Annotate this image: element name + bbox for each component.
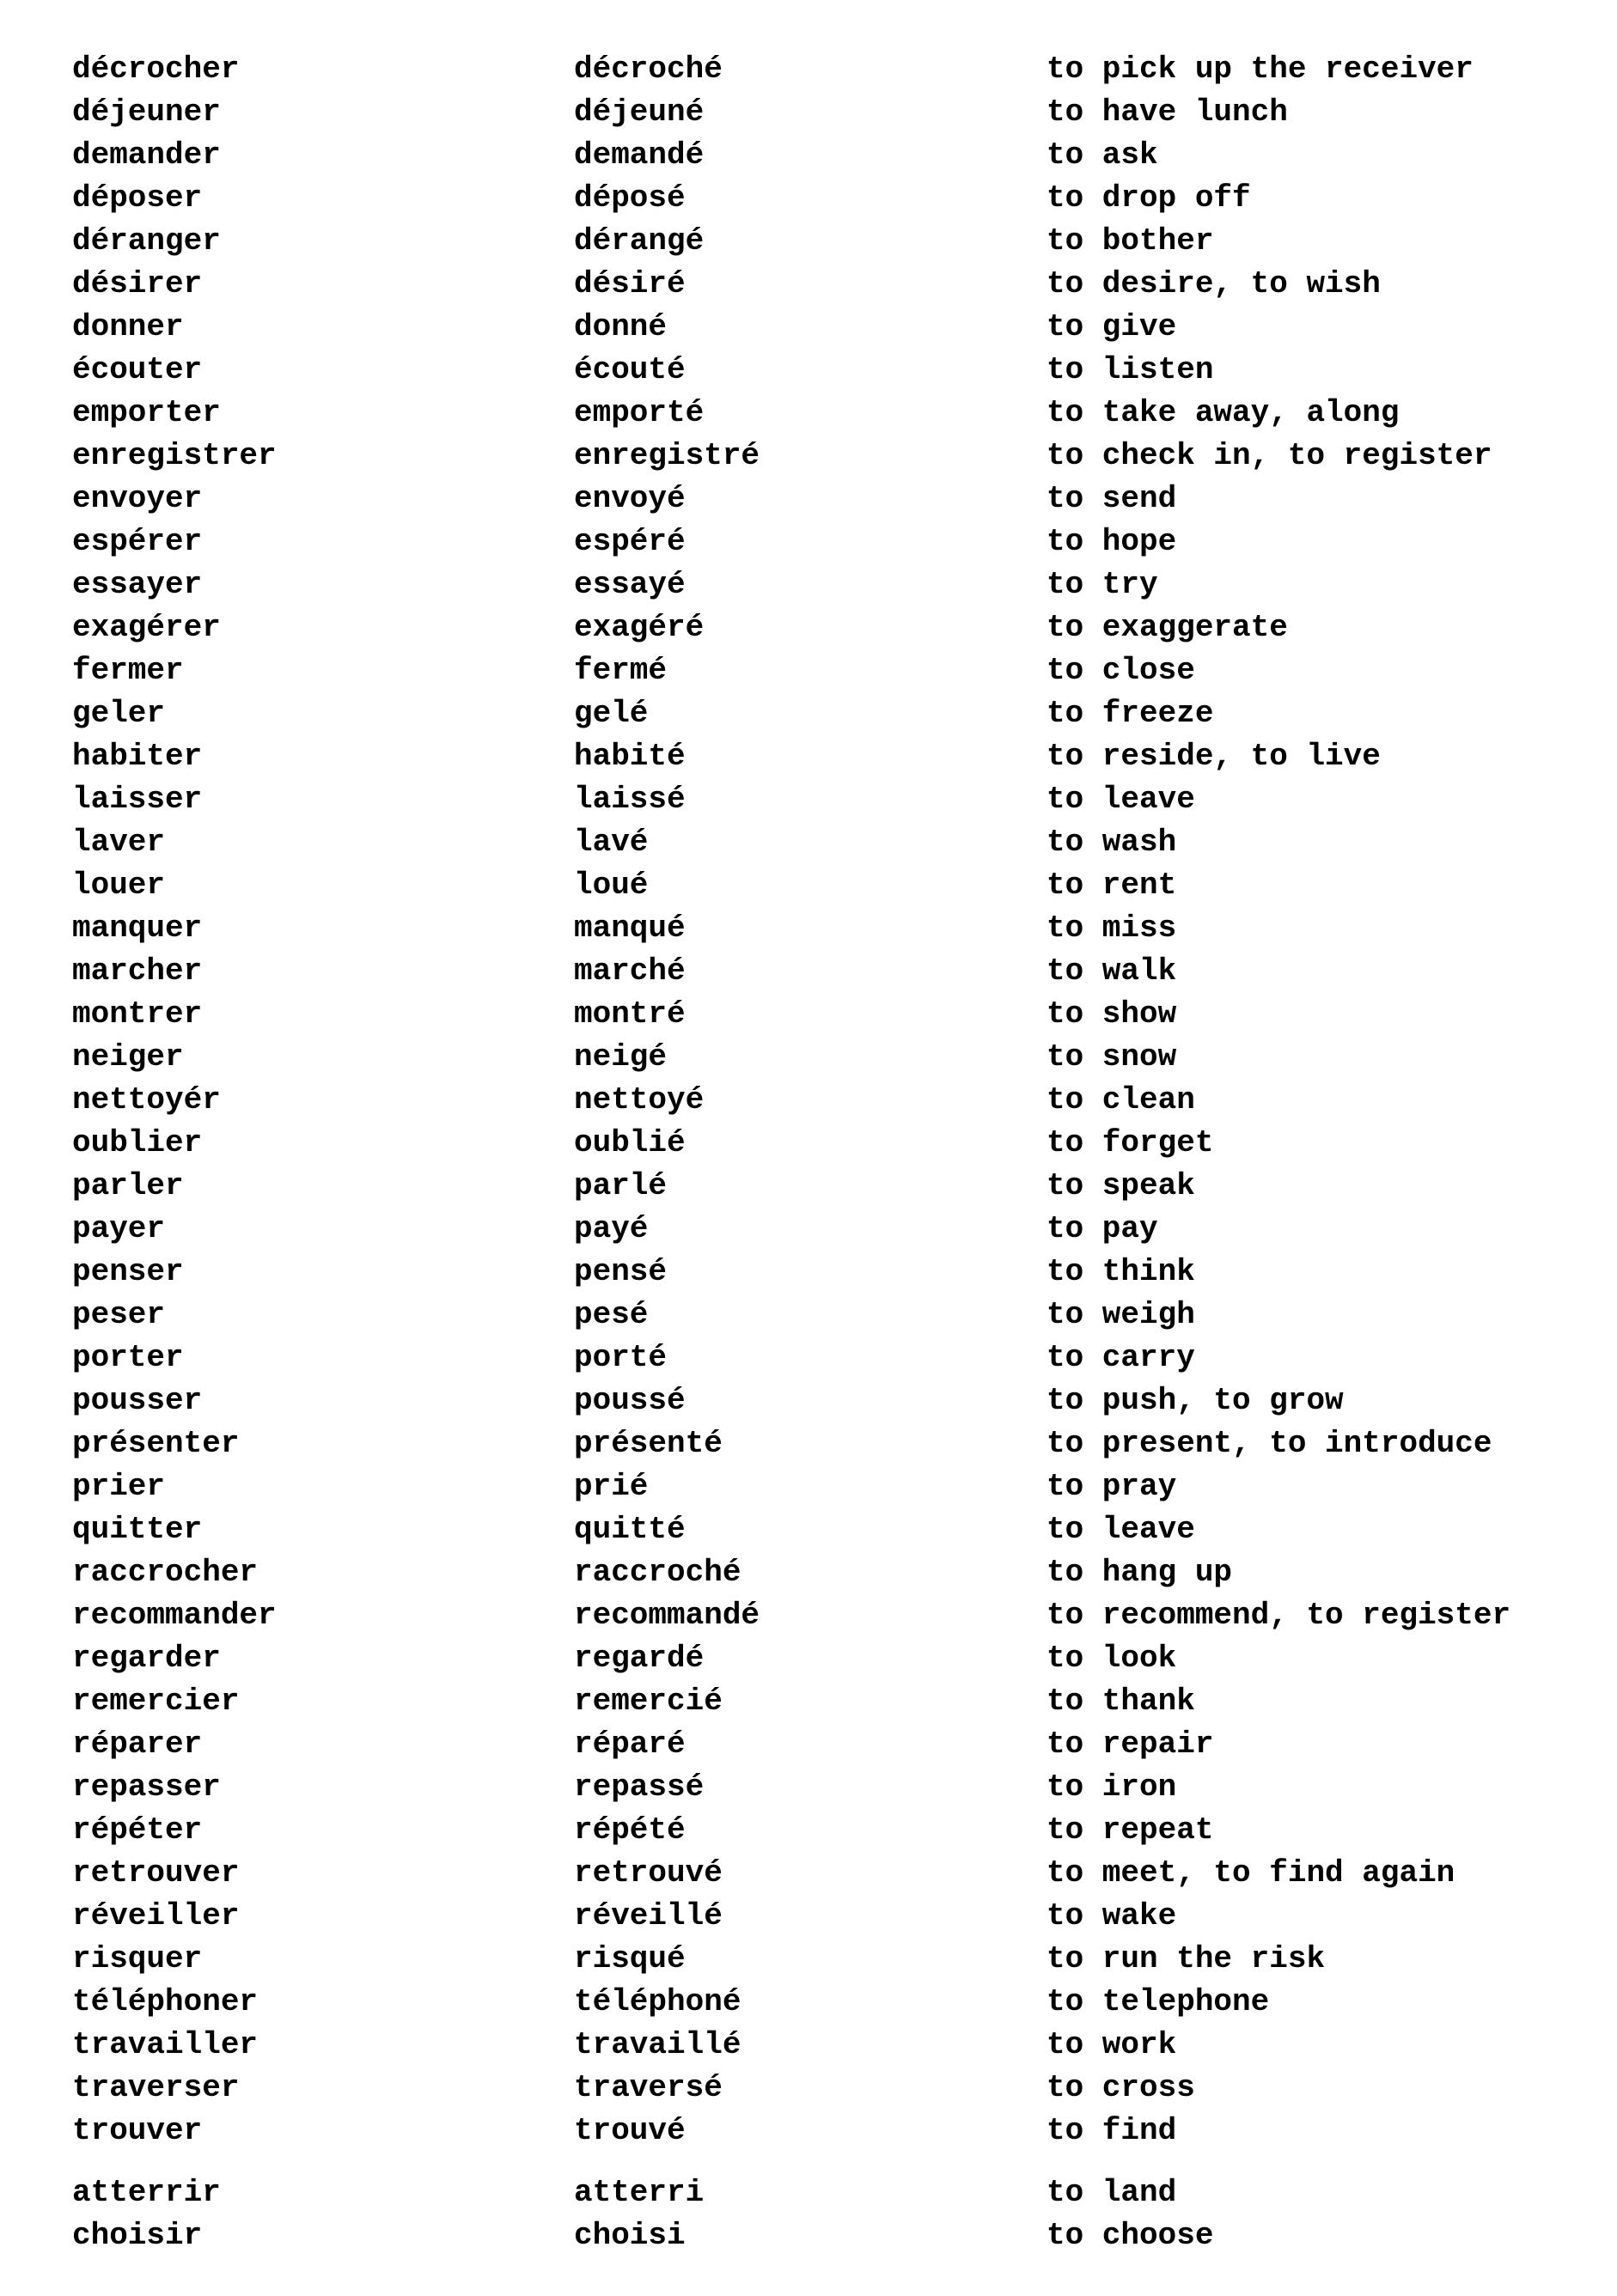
english-translation: to desire, to wish [1046,266,1381,301]
vocab-row [0,1036,1617,1079]
vocab-row [0,1251,1617,1294]
english-translation: to send [1046,481,1177,516]
vocab-row [0,2171,1617,2214]
past-participle: retrouvé [574,1855,723,1891]
english-translation: to find [1046,2113,1177,2148]
french-infinitive: décrocher [72,52,240,87]
past-participle: déjeuné [574,94,705,130]
vocab-row [0,1723,1617,1766]
french-infinitive: enregistrer [72,438,277,473]
english-translation: to think [1046,1254,1195,1289]
french-infinitive: envoyer [72,481,203,516]
vocab-row [0,2024,1617,2067]
english-translation: to try [1046,567,1158,602]
vocab-row [0,1422,1617,1465]
english-translation: to freeze [1046,696,1214,731]
past-participle: laissé [574,782,686,817]
vocab-row [0,1379,1617,1422]
english-translation: to show [1046,996,1177,1032]
vocab-row [0,1809,1617,1852]
group-gap [0,2153,1617,2171]
english-translation: to give [1046,309,1177,344]
french-infinitive: repasser [72,1769,221,1805]
english-translation: to speak [1046,1168,1195,1203]
past-participle: atterri [574,2175,705,2210]
english-translation: to land [1046,2175,1177,2210]
vocab-row [0,1852,1617,1895]
vocab-row [0,563,1617,606]
english-translation: to choose [1046,2218,1214,2253]
past-participle: écouté [574,352,686,387]
past-participle: décroché [574,52,723,87]
past-participle: recommandé [574,1598,760,1633]
french-infinitive: retrouver [72,1855,240,1891]
english-translation: to hope [1046,524,1177,559]
french-infinitive: répéter [72,1812,203,1848]
vocab-row [0,1680,1617,1723]
french-infinitive: déranger [72,223,221,259]
english-translation: to run the risk [1046,1941,1326,1976]
french-infinitive: quitter [72,1512,203,1547]
english-translation: to carry [1046,1340,1195,1375]
vocab-row [0,521,1617,563]
french-infinitive: exagérer [72,610,221,645]
english-translation: to look [1046,1641,1177,1676]
french-infinitive: donner [72,309,184,344]
english-translation: to walk [1046,953,1177,989]
vocab-row [0,177,1617,220]
english-translation: to snow [1046,1039,1177,1075]
french-infinitive: louer [72,868,166,903]
vocab-row [0,306,1617,349]
past-participle: loué [574,868,649,903]
vocab-row [0,907,1617,950]
english-translation: to cross [1046,2070,1195,2105]
vocab-row [0,821,1617,864]
past-participle: enregistré [574,438,760,473]
english-translation: to check in, to register [1046,438,1492,473]
vocab-row [0,1637,1617,1680]
vocab-row [0,1294,1617,1337]
vocab-row [0,2214,1617,2257]
english-translation: to present, to introduce [1046,1426,1492,1461]
english-translation: to repair [1046,1727,1214,1762]
past-participle: donné [574,309,668,344]
french-infinitive: remercier [72,1684,240,1719]
french-infinitive: porter [72,1340,184,1375]
past-participle: fermé [574,653,668,688]
vocab-row [0,735,1617,778]
french-infinitive: habiter [72,739,203,774]
vocab-row [0,1594,1617,1637]
past-participle: quitté [574,1512,686,1547]
french-infinitive: nettoyér [72,1082,221,1118]
english-translation: to pay [1046,1211,1158,1246]
french-infinitive: payer [72,1211,166,1246]
vocab-row [0,91,1617,134]
vocab-row [0,649,1617,692]
vocab-row [0,478,1617,521]
french-infinitive: déjeuner [72,94,221,130]
past-participle: nettoyé [574,1082,705,1118]
french-infinitive: parler [72,1168,184,1203]
past-participle: pesé [574,1297,649,1332]
past-participle: repassé [574,1769,705,1805]
french-infinitive: trouver [72,2113,203,2148]
vocab-row [0,1337,1617,1379]
french-infinitive: choisir [72,2218,203,2253]
english-translation: to weigh [1046,1297,1195,1332]
english-translation: to work [1046,2027,1177,2062]
french-infinitive: traverser [72,2070,240,2105]
french-infinitive: espérer [72,524,203,559]
past-participle: payé [574,1211,649,1246]
english-translation: to exaggerate [1046,610,1288,645]
past-participle: déposé [574,180,686,216]
english-translation: to pick up the receiver [1046,52,1474,87]
french-infinitive: prier [72,1469,166,1504]
french-infinitive: raccrocher [72,1555,259,1590]
french-infinitive: pousser [72,1383,203,1418]
english-translation: to clean [1046,1082,1195,1118]
english-translation: to recommend, to register [1046,1598,1511,1633]
english-translation: to ask [1046,137,1158,173]
vocab-row [0,778,1617,821]
past-participle: regardé [574,1641,705,1676]
vocab-row [0,392,1617,435]
verb-table [0,48,1617,2257]
past-participle: gelé [574,696,649,731]
past-participle: essayé [574,567,686,602]
past-participle: dérangé [574,223,705,259]
vocab-row [0,950,1617,993]
english-translation: to wash [1046,825,1177,860]
vocab-row [0,864,1617,907]
french-infinitive: regarder [72,1641,221,1676]
english-translation: to hang up [1046,1555,1233,1590]
past-participle: neigé [574,1039,668,1075]
vocab-row [0,220,1617,263]
french-infinitive: laver [72,825,166,860]
english-translation: to push, to grow [1046,1383,1344,1418]
english-translation: to reside, to live [1046,739,1381,774]
english-translation: to leave [1046,1512,1195,1547]
french-infinitive: travailler [72,2027,259,2062]
french-infinitive: peser [72,1297,166,1332]
vocab-row [0,2110,1617,2153]
vocab-row [0,1465,1617,1508]
past-participle: parlé [574,1168,668,1203]
past-participle: prié [574,1469,649,1504]
past-participle: poussé [574,1383,686,1418]
vocab-row [0,1508,1617,1551]
english-translation: to take away, along [1046,395,1400,430]
past-participle: lavé [574,825,649,860]
past-participle: pensé [574,1254,668,1289]
english-translation: to miss [1046,910,1177,946]
french-infinitive: réveiller [72,1898,240,1934]
english-translation: to meet, to find again [1046,1855,1455,1891]
past-participle: porté [574,1340,668,1375]
past-participle: emporté [574,395,705,430]
french-infinitive: réparer [72,1727,203,1762]
vocab-row [0,263,1617,306]
past-participle: risqué [574,1941,686,1976]
past-participle: travaillé [574,2027,741,2062]
english-translation: to leave [1046,782,1195,817]
french-infinitive: fermer [72,653,184,688]
english-translation: to listen [1046,352,1214,387]
past-participle: choisi [574,2218,686,2253]
past-participle: demandé [574,137,705,173]
past-participle: remercié [574,1684,723,1719]
vocab-row [0,1208,1617,1251]
vocab-row [0,1766,1617,1809]
english-translation: to telephone [1046,1984,1270,2019]
vocab-row [0,1551,1617,1594]
past-participle: raccroché [574,1555,741,1590]
vocab-row [0,993,1617,1036]
french-infinitive: montrer [72,996,203,1032]
french-infinitive: déposer [72,180,203,216]
past-participle: trouvé [574,2113,686,2148]
english-translation: to close [1046,653,1195,688]
vocab-row [0,349,1617,392]
french-infinitive: marcher [72,953,203,989]
vocab-row [0,1122,1617,1165]
french-infinitive: désirer [72,266,203,301]
english-translation: to iron [1046,1769,1177,1805]
past-participle: téléphoné [574,1984,741,2019]
vocab-row [0,1165,1617,1208]
english-translation: to wake [1046,1898,1177,1934]
vocab-row [0,1981,1617,2024]
past-participle: habité [574,739,686,774]
french-infinitive: oublier [72,1125,203,1160]
past-participle: traversé [574,2070,723,2105]
past-participle: manqué [574,910,686,946]
vocab-row [0,606,1617,649]
english-translation: to pray [1046,1469,1177,1504]
english-translation: to repeat [1046,1812,1214,1848]
past-participle: envoyé [574,481,686,516]
french-infinitive: penser [72,1254,184,1289]
vocab-row [0,1938,1617,1981]
vocab-row [0,1895,1617,1938]
english-translation: to rent [1046,868,1177,903]
past-participle: présenté [574,1426,723,1461]
french-infinitive: écouter [72,352,203,387]
english-translation: to thank [1046,1684,1195,1719]
french-infinitive: présenter [72,1426,240,1461]
vocab-row [0,435,1617,478]
vocab-row [0,48,1617,91]
past-participle: exagéré [574,610,705,645]
french-infinitive: emporter [72,395,221,430]
past-participle: désiré [574,266,686,301]
english-translation: to have lunch [1046,94,1288,130]
past-participle: réveillé [574,1898,723,1934]
vocab-row [0,1079,1617,1122]
french-infinitive: recommander [72,1598,277,1633]
french-infinitive: téléphoner [72,1984,259,2019]
english-translation: to drop off [1046,180,1251,216]
english-translation: to bother [1046,223,1214,259]
vocab-row [0,2067,1617,2110]
past-participle: répété [574,1812,686,1848]
french-infinitive: geler [72,696,166,731]
past-participle: espéré [574,524,686,559]
past-participle: marché [574,953,686,989]
french-infinitive: manquer [72,910,203,946]
french-infinitive: atterrir [72,2175,221,2210]
english-translation: to forget [1046,1125,1214,1160]
past-participle: oublié [574,1125,686,1160]
french-infinitive: risquer [72,1941,203,1976]
french-infinitive: neiger [72,1039,184,1075]
french-infinitive: essayer [72,567,203,602]
past-participle: montré [574,996,686,1032]
french-infinitive: demander [72,137,221,173]
french-infinitive: laisser [72,782,203,817]
vocab-row [0,692,1617,735]
vocab-row [0,134,1617,177]
past-participle: réparé [574,1727,686,1762]
